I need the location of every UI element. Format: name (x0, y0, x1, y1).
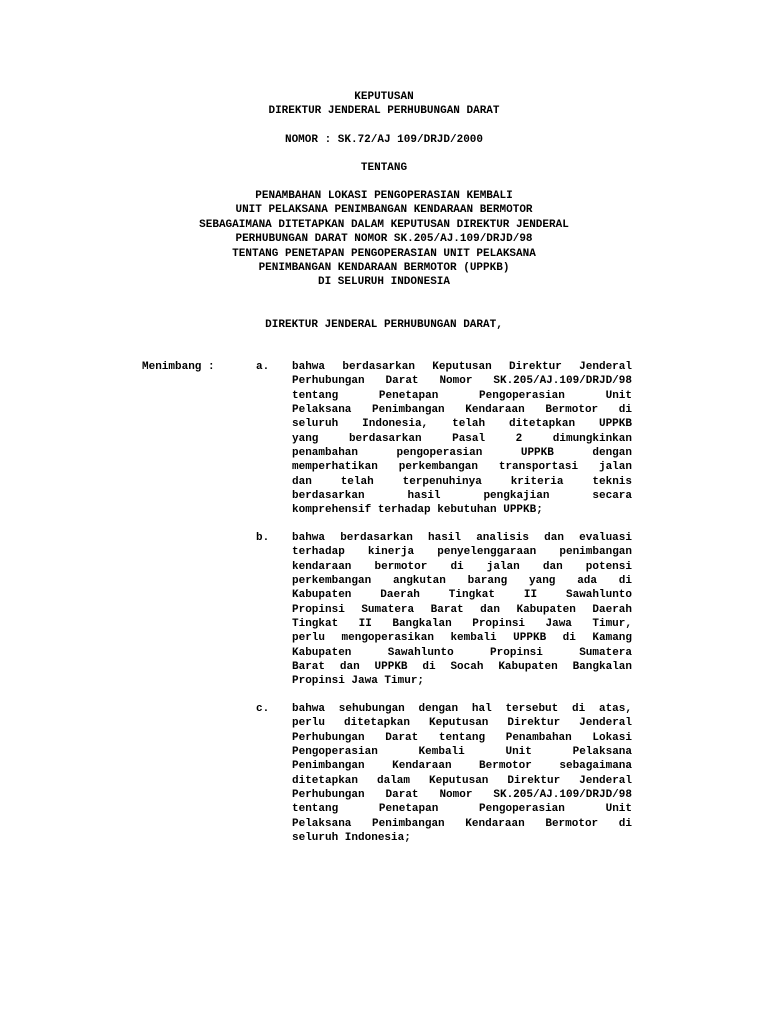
item-line: Perhubungan Darat tentang Penambahan Lokasi (292, 731, 632, 744)
considering-label: Menimbang : (142, 361, 215, 373)
item-line: Pengoperasian Kembali Unit Pelaksana (292, 746, 632, 759)
item-line: Barat dan UPPKB di Socah Kabupaten Bangkalan (292, 661, 632, 674)
about-label-block (0, 161, 768, 175)
item-text (292, 360, 632, 518)
item-line: yang berdasarkan Pasal 2 dimungkinkan (292, 432, 632, 445)
about-label: TENTANG (360, 162, 408, 174)
item-line: perkembangan angkutan barang yang ada di (292, 575, 632, 588)
item-line: komprehensif terhadap kebutuhan UPPKB; (292, 504, 543, 517)
item-line: tentang Penetapan Pengoperasian Unit (292, 803, 632, 816)
item-line: Penimbangan Kendaraan Bermotor sebagaimana (292, 760, 632, 773)
item-line: Propinsi Jawa Timur; (292, 675, 425, 688)
item-line: seluruh Indonesia, telah ditetapkan UPPKB (292, 418, 632, 431)
item-line: bahwa berdasarkan Keputusan Direktur Jenderal (292, 361, 632, 373)
item-line: Pelaksana Penimbangan Kendaraan Bermotor di (292, 817, 632, 830)
item-line: bahwa sehubungan dengan hal tersebut di atas, (292, 703, 632, 715)
item-line: berdasarkan hasil pengkajian secara (292, 490, 632, 503)
decree-subject (0, 189, 768, 290)
decree-title: KEPUTUSAN (354, 91, 414, 103)
item-line: perlu mengoperasikan kembali UPPKB di Kamang (292, 632, 632, 645)
item-line: dan telah terpenuhinya kriteria teknis (292, 475, 632, 488)
subject-line: PENAMBAHAN LOKASI PENGOPERASIAN KEMBALI (255, 190, 513, 202)
item-line: seluruh Indonesia; (292, 832, 411, 845)
item-line: perlu ditetapkan Keputusan Direktur Jenderal (292, 717, 632, 730)
item-line: Kabupaten Sawahlunto Propinsi Sumatera (292, 646, 632, 659)
subject-line: PENIMBANGAN KENDARAAN BERMOTOR (UPPKB) (258, 262, 510, 275)
item-letter: a. (256, 361, 270, 373)
subject-line: PERHUBUNGAN DARAT NOMOR SK.205/AJ.109/DRJD/98 (235, 233, 533, 246)
item-text (292, 702, 632, 845)
director-title: DIREKTUR JENDERAL PERHUBUNGAN DARAT, (265, 319, 503, 331)
item-line: tentang Penetapan Pengoperasian Unit (292, 389, 632, 402)
issuer-title: DIREKTUR JENDERAL PERHUBUNGAN DARAT (268, 105, 500, 118)
item-line: Pelaksana Penimbangan Kendaraan Bermotor di (292, 404, 632, 417)
item-letter: b. (256, 532, 270, 544)
item-line: kendaraan bermotor di jalan dan potensi (292, 560, 632, 573)
decree-number-block (0, 133, 768, 147)
item-line: terhadap kinerja penyelenggaraan penimbangan (292, 546, 632, 559)
item-line: Kabupaten Daerah Tingkat II Sawahlunto (292, 589, 632, 602)
decree-number: NOMOR : SK.72/AJ 109/DRJD/2000 (284, 134, 484, 146)
item-line: Propinsi Sumatera Barat dan Kabupaten Daerah (292, 603, 632, 616)
subject-line: SEBAGAIMANA DITETAPKAN DALAM KEPUTUSAN DIREKTUR JENDERAL (199, 218, 569, 231)
item-line: ditetapkan dalam Keputusan Direktur Jenderal (292, 774, 632, 787)
decree-heading (0, 90, 768, 119)
item-line: Perhubungan Darat Nomor SK.205/AJ.109/DRJD/98 (292, 789, 632, 802)
item-line: Perhubungan Darat Nomor SK.205/AJ.109/DRJD/98 (292, 375, 632, 388)
item-line: bahwa berdasarkan hasil analisis dan evaluasi (292, 532, 632, 544)
item-text (292, 531, 632, 689)
item-line: memperhatikan perkembangan transportasi jalan (292, 461, 632, 474)
subject-line: UNIT PELAKSANA PENIMBANGAN KENDARAAN BERMOTOR (235, 204, 533, 217)
subject-line: TENTANG PENETAPAN PENGOPERASIAN UNIT PELAKSANA (232, 247, 536, 260)
item-line: Tingkat II Bangkalan Propinsi Jawa Timur, (292, 618, 632, 631)
director-block (0, 318, 768, 332)
item-line: penambahan pengoperasian UPPKB dengan (292, 447, 632, 460)
item-letter: c. (256, 703, 270, 715)
subject-line: DI SELURUH INDONESIA (317, 276, 451, 289)
